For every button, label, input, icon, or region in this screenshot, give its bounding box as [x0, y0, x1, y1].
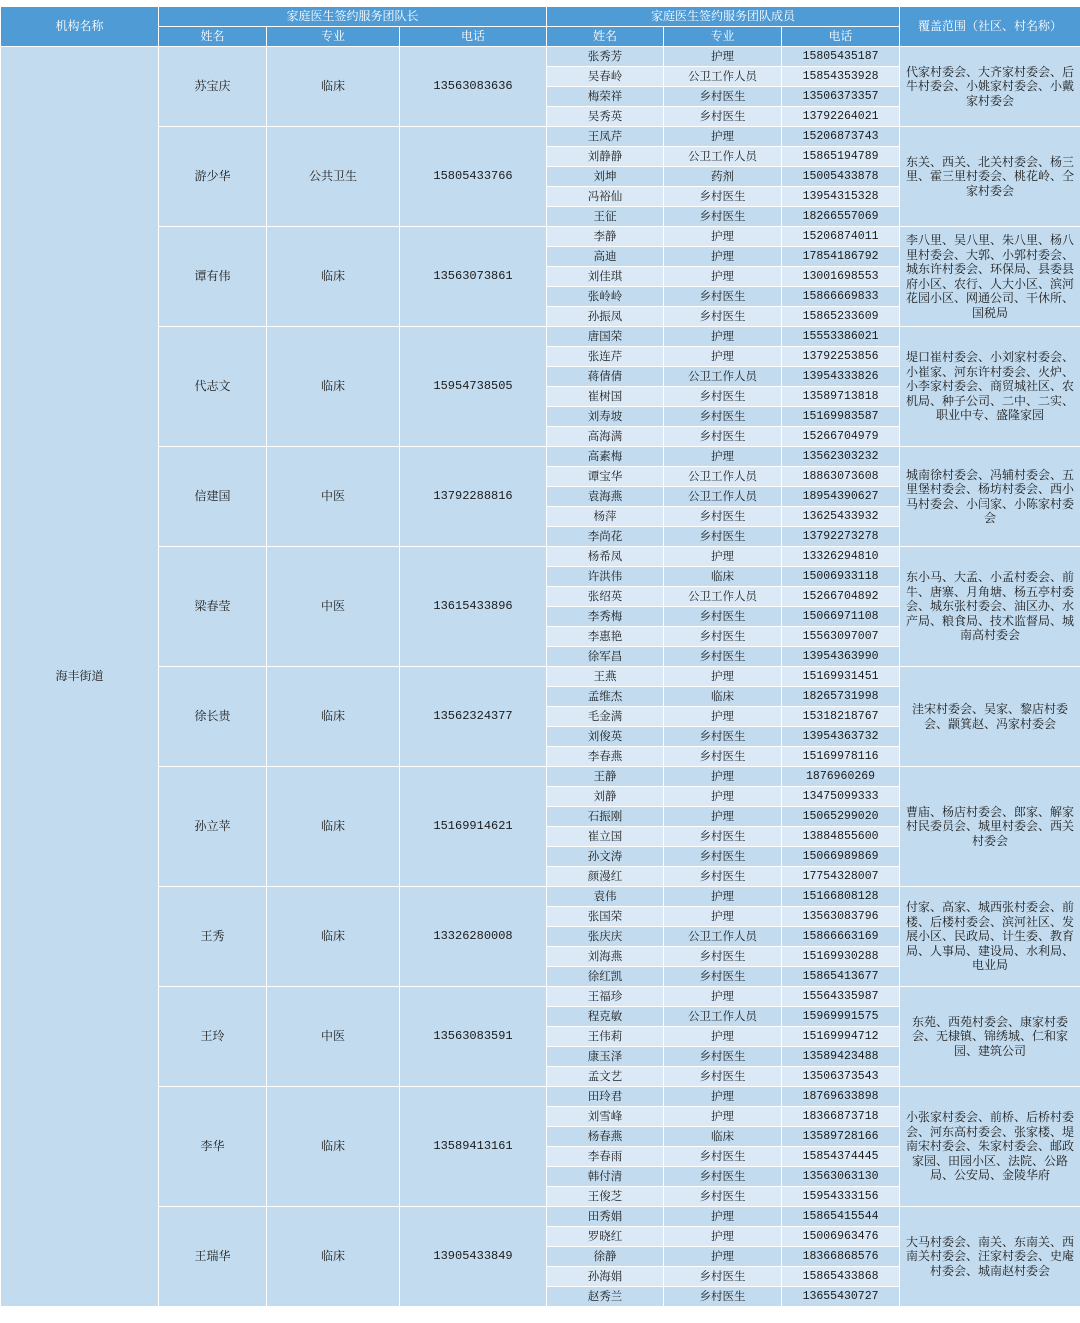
- leader-name-cell: 游少华: [159, 127, 267, 227]
- member-name-cell: 罗晓红: [547, 1227, 664, 1247]
- leader-specialty-cell: 中医: [267, 987, 400, 1087]
- member-name-cell: 刘海燕: [547, 947, 664, 967]
- member-phone-cell: 13589728166: [782, 1127, 900, 1147]
- table-row: [1, 887, 1080, 907]
- member-role-cell: 护理: [664, 1227, 782, 1247]
- coverage-cell: 东小马、大孟、小孟村委会、前牛、唐寨、月角塘、杨五亭村委会、城东张村委会、油区办、水产局、粮食局、技术监督局、城南高村委会: [900, 547, 1080, 667]
- member-phone-cell: 13563083796: [782, 907, 900, 927]
- coverage-header: 覆盖范围（社区、村名称）: [900, 7, 1080, 47]
- leader-specialty-cell: 中医: [267, 547, 400, 667]
- member-role-cell: 乡村医生: [664, 507, 782, 527]
- table-row: [1, 447, 1080, 467]
- table-row: [1, 987, 1080, 1007]
- member-role-cell: 药剂: [664, 167, 782, 187]
- member-name-cell: 高迪: [547, 247, 664, 267]
- member-phone-cell: 13884855600: [782, 827, 900, 847]
- leader-phone-cell: 13562324377: [400, 667, 547, 767]
- table-row: [1, 127, 1080, 147]
- member-name-cell: 李春燕: [547, 747, 664, 767]
- table-row: [1, 667, 1080, 687]
- table-row: [1, 47, 1080, 67]
- member-phone-cell: 13792273278: [782, 527, 900, 547]
- member-phone-cell: 15866669833: [782, 287, 900, 307]
- member-phone-cell: 15066971108: [782, 607, 900, 627]
- coverage-cell: 大马村委会、南关、东南关、西南关村委会、汪家村委会、史庵村委会、城南赵村委会: [900, 1207, 1080, 1307]
- member-phone-cell: 15169931451: [782, 667, 900, 687]
- member-name-cell: 徐静: [547, 1247, 664, 1267]
- member-name-cell: 许洪伟: [547, 567, 664, 587]
- leader-phone-cell: 13326280008: [400, 887, 547, 987]
- member-name-cell: 韩付清: [547, 1167, 664, 1187]
- member-name-cell: 刘俊英: [547, 727, 664, 747]
- member-name-cell: 张秀芳: [547, 47, 664, 67]
- table-header: [1, 7, 1080, 47]
- member-role-cell: 乡村医生: [664, 407, 782, 427]
- member-phone-cell: 13625433932: [782, 507, 900, 527]
- member-role-cell: 乡村医生: [664, 207, 782, 227]
- member-name-cell: 孟维杰: [547, 687, 664, 707]
- member-role-cell: 乡村医生: [664, 387, 782, 407]
- member-name-cell: 李惠艳: [547, 627, 664, 647]
- member-name-cell: 王伟莉: [547, 1027, 664, 1047]
- member-role-cell: 临床: [664, 687, 782, 707]
- leader-phone-cell: 13792288816: [400, 447, 547, 547]
- table-row: [1, 767, 1080, 787]
- member-role-cell: 护理: [664, 327, 782, 347]
- member-name-cell: 杨萍: [547, 507, 664, 527]
- member-name-cell: 张连芹: [547, 347, 664, 367]
- member-name-cell: 徐红凯: [547, 967, 664, 987]
- member-phone-cell: 13589713818: [782, 387, 900, 407]
- member-name-cell: 张国荣: [547, 907, 664, 927]
- leader-specialty-cell: 临床: [267, 667, 400, 767]
- member-phone-cell: 13954333826: [782, 367, 900, 387]
- member-phone-cell: 15006963476: [782, 1227, 900, 1247]
- member-name-cell: 杨春燕: [547, 1127, 664, 1147]
- member-phone-cell: 15865413677: [782, 967, 900, 987]
- member-phone-cell: 15169978116: [782, 747, 900, 767]
- member-name-cell: 袁海燕: [547, 487, 664, 507]
- member-phone-cell: 18366873718: [782, 1107, 900, 1127]
- member-role-cell: 护理: [664, 247, 782, 267]
- coverage-cell: 付家、高家、城西张村委会、前楼、后楼村委会、滨河社区、发展小区、民政局、计生委、教育局、人事局、建设局、水利局、电业局: [900, 887, 1080, 987]
- table-row: [1, 1087, 1080, 1107]
- leader-name-cell: 苏宝庆: [159, 47, 267, 127]
- member-name-cell: 杨希凤: [547, 547, 664, 567]
- member-name-cell: 梅荣祥: [547, 87, 664, 107]
- member-role-cell: 护理: [664, 447, 782, 467]
- member-name-cell: 李秀梅: [547, 607, 664, 627]
- leader-specialty-cell: 临床: [267, 1087, 400, 1207]
- member-phone-cell: 18366868576: [782, 1247, 900, 1267]
- member-role-cell: 乡村医生: [664, 107, 782, 127]
- member-phone-header: 电话: [782, 27, 900, 47]
- leader-specialty-cell: 中医: [267, 447, 400, 547]
- member-role-cell: 护理: [664, 887, 782, 907]
- member-role-cell: 乡村医生: [664, 607, 782, 627]
- member-phone-cell: 13655430727: [782, 1287, 900, 1307]
- member-role-header: 专业: [664, 27, 782, 47]
- member-name-cell: 王俊芝: [547, 1187, 664, 1207]
- member-role-cell: 护理: [664, 1107, 782, 1127]
- member-name-cell: 李尚花: [547, 527, 664, 547]
- member-phone-cell: 13001698553: [782, 267, 900, 287]
- member-phone-cell: 15169983587: [782, 407, 900, 427]
- member-phone-cell: 15866663169: [782, 927, 900, 947]
- member-phone-cell: 18265731998: [782, 687, 900, 707]
- member-role-cell: 乡村医生: [664, 727, 782, 747]
- leader-phone-cell: 15169914621: [400, 767, 547, 887]
- member-name-cell: 高素梅: [547, 447, 664, 467]
- member-role-cell: 护理: [664, 347, 782, 367]
- member-role-cell: 乡村医生: [664, 1167, 782, 1187]
- member-phone-cell: 1876960269: [782, 767, 900, 787]
- member-role-cell: 护理: [664, 787, 782, 807]
- leader-phone-cell: 13615433896: [400, 547, 547, 667]
- member-role-cell: 乡村医生: [664, 307, 782, 327]
- member-role-cell: 临床: [664, 1127, 782, 1147]
- member-role-cell: 护理: [664, 1247, 782, 1267]
- member-role-cell: 公卫工作人员: [664, 587, 782, 607]
- member-role-cell: 护理: [664, 47, 782, 67]
- member-name-cell: 程克敏: [547, 1007, 664, 1027]
- coverage-cell: 代家村委会、大齐家村委会、后牛村委会、小姚家村委会、小戴家村委会: [900, 47, 1080, 127]
- member-role-cell: 乡村医生: [664, 87, 782, 107]
- member-phone-cell: 15266704979: [782, 427, 900, 447]
- member-name-cell: 田玲君: [547, 1087, 664, 1107]
- member-name-cell: 袁伟: [547, 887, 664, 907]
- member-phone-cell: 17854186792: [782, 247, 900, 267]
- member-role-cell: 公卫工作人员: [664, 147, 782, 167]
- member-name-cell: 毛金满: [547, 707, 664, 727]
- member-name-cell: 王静: [547, 767, 664, 787]
- table-row: [1, 327, 1080, 347]
- leader-group-header: 家庭医生签约服务团队长: [159, 7, 547, 27]
- member-phone-cell: 15206874011: [782, 227, 900, 247]
- leader-phone-cell: 15954738505: [400, 327, 547, 447]
- coverage-cell: 李八里、吴八里、朱八里、杨八里村委会、大郭、小郭村委会、城东许村委会、环保局、县委县府小区、农行、人大小区、滨河花园小区、网通公司、干休所、国税局: [900, 227, 1080, 327]
- member-phone-cell: 15969991575: [782, 1007, 900, 1027]
- member-role-cell: 乡村医生: [664, 747, 782, 767]
- member-role-cell: 乡村医生: [664, 967, 782, 987]
- member-name-cell: 李春雨: [547, 1147, 664, 1167]
- member-phone-cell: 15805435187: [782, 47, 900, 67]
- coverage-cell: 堤口崔村委会、小刘家村委会、小崔家、河东许村委会、火炉、小李家村委会、商贸城社区、农机局、种子公司、二中、二实、职业中专、盛隆家园: [900, 327, 1080, 447]
- member-role-cell: 乡村医生: [664, 947, 782, 967]
- leader-phone-cell: 13563083591: [400, 987, 547, 1087]
- member-phone-cell: 15169930288: [782, 947, 900, 967]
- member-role-cell: 乡村医生: [664, 827, 782, 847]
- member-role-cell: 乡村医生: [664, 627, 782, 647]
- member-role-cell: 护理: [664, 547, 782, 567]
- member-role-cell: 公卫工作人员: [664, 67, 782, 87]
- member-role-cell: 乡村医生: [664, 1067, 782, 1087]
- member-phone-cell: 13506373357: [782, 87, 900, 107]
- member-role-cell: 乡村医生: [664, 847, 782, 867]
- member-name-cell: 刘静静: [547, 147, 664, 167]
- coverage-cell: 东苑、西苑村委会、康家村委会、无棣镇、锦绣城、仁和家园、建筑公司: [900, 987, 1080, 1087]
- member-role-cell: 乡村医生: [664, 527, 782, 547]
- team-roster-table: [0, 6, 1080, 1307]
- member-name-cell: 王征: [547, 207, 664, 227]
- member-phone-cell: 15206873743: [782, 127, 900, 147]
- member-phone-cell: 15563097007: [782, 627, 900, 647]
- member-name-cell: 吴春岭: [547, 67, 664, 87]
- member-phone-cell: 15006933118: [782, 567, 900, 587]
- member-role-cell: 乡村医生: [664, 187, 782, 207]
- coverage-cell: 洼宋村委会、吴家、黎店村委会、颛箕赵、冯家村委会: [900, 667, 1080, 767]
- member-role-cell: 乡村医生: [664, 1187, 782, 1207]
- member-name-cell: 刘雪峰: [547, 1107, 664, 1127]
- member-role-cell: 护理: [664, 667, 782, 687]
- member-name-cell: 孙文涛: [547, 847, 664, 867]
- member-phone-cell: 18266557069: [782, 207, 900, 227]
- leader-phone-cell: 13563083636: [400, 47, 547, 127]
- member-phone-cell: 13792264021: [782, 107, 900, 127]
- member-phone-cell: 15865415544: [782, 1207, 900, 1227]
- member-name-cell: 吴秀英: [547, 107, 664, 127]
- leader-name-cell: 谭有伟: [159, 227, 267, 327]
- leader-name-header: 姓名: [159, 27, 267, 47]
- member-phone-cell: 13589423488: [782, 1047, 900, 1067]
- member-phone-cell: 18863073608: [782, 467, 900, 487]
- leader-specialty-cell: 临床: [267, 767, 400, 887]
- member-role-cell: 护理: [664, 707, 782, 727]
- member-role-cell: 乡村医生: [664, 1047, 782, 1067]
- member-phone-cell: 15854353928: [782, 67, 900, 87]
- member-phone-cell: 18954390627: [782, 487, 900, 507]
- table-row: [1, 1207, 1080, 1227]
- member-role-cell: 乡村医生: [664, 1147, 782, 1167]
- member-name-cell: 王福珍: [547, 987, 664, 1007]
- member-phone-cell: 15318218767: [782, 707, 900, 727]
- coverage-cell: 东关、西关、北关村委会、杨三里、霍三里村委会、桃花岭、仝家村委会: [900, 127, 1080, 227]
- member-role-cell: 护理: [664, 1087, 782, 1107]
- leader-phone-header: 电话: [400, 27, 547, 47]
- member-phone-cell: 15865433868: [782, 1267, 900, 1287]
- member-name-cell: 康玉泽: [547, 1047, 664, 1067]
- member-phone-cell: 13562303232: [782, 447, 900, 467]
- member-phone-cell: 13506373543: [782, 1067, 900, 1087]
- coverage-cell: 小张家村委会、前桥、后桥村委会、河东高村委会、张家楼、堤南宋村委会、朱家村委会、邮政家园、田园小区、法院、公路局、公安局、金陵华府: [900, 1087, 1080, 1207]
- member-phone-cell: 13954315328: [782, 187, 900, 207]
- member-role-cell: 乡村医生: [664, 287, 782, 307]
- leader-name-cell: 孙立苹: [159, 767, 267, 887]
- member-phone-cell: 15553386021: [782, 327, 900, 347]
- table-body: [1, 47, 1080, 1307]
- member-name-cell: 刘静: [547, 787, 664, 807]
- member-role-cell: 公卫工作人员: [664, 367, 782, 387]
- member-phone-cell: 13475099333: [782, 787, 900, 807]
- member-name-cell: 王燕: [547, 667, 664, 687]
- member-phone-cell: 15266704892: [782, 587, 900, 607]
- member-role-cell: 乡村医生: [664, 647, 782, 667]
- member-role-cell: 公卫工作人员: [664, 927, 782, 947]
- member-role-cell: 护理: [664, 227, 782, 247]
- member-name-cell: 王凤芹: [547, 127, 664, 147]
- leader-specialty-header: 专业: [267, 27, 400, 47]
- member-role-cell: 公卫工作人员: [664, 487, 782, 507]
- member-phone-cell: 15564335987: [782, 987, 900, 1007]
- member-role-cell: 乡村医生: [664, 427, 782, 447]
- member-phone-cell: 13954363990: [782, 647, 900, 667]
- leader-name-cell: 信建国: [159, 447, 267, 547]
- member-name-cell: 赵秀兰: [547, 1287, 664, 1307]
- member-name-cell: 高海满: [547, 427, 664, 447]
- member-role-cell: 护理: [664, 987, 782, 1007]
- leader-name-cell: 代志文: [159, 327, 267, 447]
- member-name-cell: 孟文艺: [547, 1067, 664, 1087]
- member-phone-cell: 18769633898: [782, 1087, 900, 1107]
- leader-name-cell: 梁春莹: [159, 547, 267, 667]
- member-name-cell: 唐国荣: [547, 327, 664, 347]
- member-role-cell: 护理: [664, 807, 782, 827]
- leader-specialty-cell: 临床: [267, 1207, 400, 1307]
- member-name-cell: 颜漫红: [547, 867, 664, 887]
- member-phone-cell: 15865233609: [782, 307, 900, 327]
- member-name-cell: 蒋倩倩: [547, 367, 664, 387]
- member-name-cell: 石振刚: [547, 807, 664, 827]
- member-phone-cell: 15169994712: [782, 1027, 900, 1047]
- member-name-cell: 刘坤: [547, 167, 664, 187]
- member-phone-cell: 15066989869: [782, 847, 900, 867]
- coverage-cell: 城南徐村委会、冯辅村委会、五里堡村委会、杨坊村委会、西小马村委会、小闫家、小陈家村委会: [900, 447, 1080, 547]
- leader-name-cell: 王瑞华: [159, 1207, 267, 1307]
- leader-specialty-cell: 临床: [267, 327, 400, 447]
- leader-phone-cell: 13563073861: [400, 227, 547, 327]
- member-name-cell: 孙振凤: [547, 307, 664, 327]
- member-role-cell: 乡村医生: [664, 1267, 782, 1287]
- member-name-cell: 张绍英: [547, 587, 664, 607]
- member-phone-cell: 17754328007: [782, 867, 900, 887]
- table-row: [1, 547, 1080, 567]
- org-header: 机构名称: [1, 7, 159, 47]
- member-phone-cell: 15065299020: [782, 807, 900, 827]
- member-phone-cell: 15005433878: [782, 167, 900, 187]
- member-role-cell: 护理: [664, 767, 782, 787]
- leader-name-cell: 徐长贵: [159, 667, 267, 767]
- member-name-cell: 张岭岭: [547, 287, 664, 307]
- member-role-cell: 护理: [664, 1027, 782, 1047]
- member-role-cell: 乡村医生: [664, 1287, 782, 1307]
- org-name-cell: 海丰街道: [1, 47, 159, 1307]
- member-name-cell: 张庆庆: [547, 927, 664, 947]
- member-name-cell: 孙海娟: [547, 1267, 664, 1287]
- member-name-cell: 冯裕仙: [547, 187, 664, 207]
- member-role-cell: 护理: [664, 127, 782, 147]
- leader-specialty-cell: 公共卫生: [267, 127, 400, 227]
- member-role-cell: 临床: [664, 567, 782, 587]
- member-phone-cell: 15865194789: [782, 147, 900, 167]
- member-name-header: 姓名: [547, 27, 664, 47]
- member-phone-cell: 13326294810: [782, 547, 900, 567]
- table-row: [1, 227, 1080, 247]
- member-role-cell: 护理: [664, 267, 782, 287]
- member-name-cell: 崔树国: [547, 387, 664, 407]
- leader-specialty-cell: 临床: [267, 887, 400, 987]
- member-phone-cell: 13792253856: [782, 347, 900, 367]
- member-role-cell: 公卫工作人员: [664, 1007, 782, 1027]
- coverage-cell: 曹庙、杨店村委会、郎家、解家村民委员会、城里村委会、西关村委会: [900, 767, 1080, 887]
- member-name-cell: 田秀娟: [547, 1207, 664, 1227]
- leader-specialty-cell: 临床: [267, 227, 400, 327]
- member-name-cell: 李静: [547, 227, 664, 247]
- leader-phone-cell: 13589413161: [400, 1087, 547, 1207]
- member-phone-cell: 15166808128: [782, 887, 900, 907]
- member-role-cell: 公卫工作人员: [664, 467, 782, 487]
- member-role-cell: 护理: [664, 907, 782, 927]
- member-name-cell: 徐军昌: [547, 647, 664, 667]
- member-role-cell: 乡村医生: [664, 867, 782, 887]
- member-role-cell: 护理: [664, 1207, 782, 1227]
- member-name-cell: 崔立国: [547, 827, 664, 847]
- member-phone-cell: 15954333156: [782, 1187, 900, 1207]
- leader-phone-cell: 13905433849: [400, 1207, 547, 1307]
- leader-name-cell: 王玲: [159, 987, 267, 1087]
- leader-specialty-cell: 临床: [267, 47, 400, 127]
- leader-name-cell: 李华: [159, 1087, 267, 1207]
- member-name-cell: 刘寿坡: [547, 407, 664, 427]
- member-name-cell: 谭宝华: [547, 467, 664, 487]
- leader-name-cell: 王秀: [159, 887, 267, 987]
- member-phone-cell: 13954363732: [782, 727, 900, 747]
- member-group-header: 家庭医生签约服务团队成员: [547, 7, 900, 27]
- member-phone-cell: 13563063130: [782, 1167, 900, 1187]
- leader-phone-cell: 15805433766: [400, 127, 547, 227]
- member-name-cell: 刘佳琪: [547, 267, 664, 287]
- member-phone-cell: 15854374445: [782, 1147, 900, 1167]
